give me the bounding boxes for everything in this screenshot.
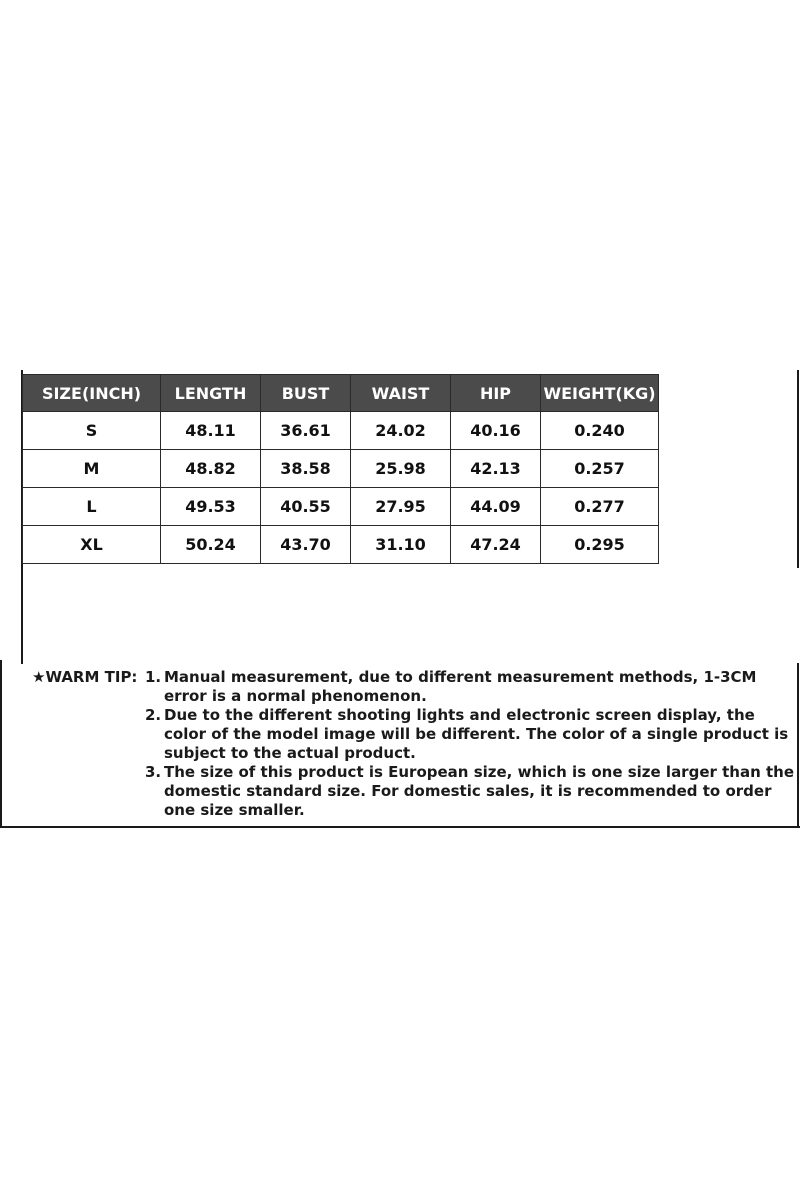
tip-text: The size of this product is European size, which is one size larger than the domestic standard size. For domestic sales, it is recommended to order one size smaller. <box>164 763 795 819</box>
cell-weight: 0.277 <box>541 488 659 526</box>
cell-size: S <box>23 412 161 450</box>
table-header-row <box>23 375 659 412</box>
tip-number: 2. <box>145 706 162 724</box>
cell-length: 50.24 <box>161 526 261 564</box>
cell-bust: 40.55 <box>261 488 351 526</box>
header-weight: WEIGHT(KG) <box>541 375 659 412</box>
frame-line-bottom <box>0 826 800 828</box>
table-row <box>23 526 659 564</box>
tip-text: Due to the different shooting lights and electronic screen display, the color of the model image will be different. The color of a single product is subject to the actual product. <box>164 706 789 762</box>
cell-waist: 27.95 <box>351 488 451 526</box>
cell-size: XL <box>23 526 161 564</box>
frame-line-right-bottom <box>797 663 799 828</box>
cell-hip: 40.16 <box>451 412 541 450</box>
cell-length: 48.11 <box>161 412 261 450</box>
table-row <box>23 412 659 450</box>
tip-text: Manual measurement, due to different measurement methods, 1-3CM error is a normal phenomenon. <box>164 668 757 705</box>
cell-bust: 43.70 <box>261 526 351 564</box>
header-hip: HIP <box>451 375 541 412</box>
table-row <box>23 450 659 488</box>
cell-size: M <box>23 450 161 488</box>
warm-tip-label: ★WARM TIP: <box>32 668 138 686</box>
cell-size: L <box>23 488 161 526</box>
size-chart-table <box>22 374 659 564</box>
cell-length: 48.82 <box>161 450 261 488</box>
cell-waist: 24.02 <box>351 412 451 450</box>
cell-length: 49.53 <box>161 488 261 526</box>
cell-weight: 0.257 <box>541 450 659 488</box>
header-length: LENGTH <box>161 375 261 412</box>
cell-bust: 38.58 <box>261 450 351 488</box>
header-size: SIZE(INCH) <box>23 375 161 412</box>
list-item <box>145 763 795 820</box>
cell-weight: 0.295 <box>541 526 659 564</box>
frame-line-left-bottom <box>0 660 2 828</box>
cell-bust: 36.61 <box>261 412 351 450</box>
warm-tip-list <box>145 668 795 820</box>
cell-hip: 44.09 <box>451 488 541 526</box>
header-waist: WAIST <box>351 375 451 412</box>
header-bust: BUST <box>261 375 351 412</box>
cell-weight: 0.240 <box>541 412 659 450</box>
table-row <box>23 488 659 526</box>
cell-hip: 47.24 <box>451 526 541 564</box>
cell-waist: 31.10 <box>351 526 451 564</box>
tip-number: 1. <box>145 668 162 686</box>
tip-number: 3. <box>145 763 162 781</box>
list-item <box>145 668 795 706</box>
frame-line-right-top <box>797 370 799 568</box>
cell-hip: 42.13 <box>451 450 541 488</box>
list-item <box>145 706 795 763</box>
cell-waist: 25.98 <box>351 450 451 488</box>
